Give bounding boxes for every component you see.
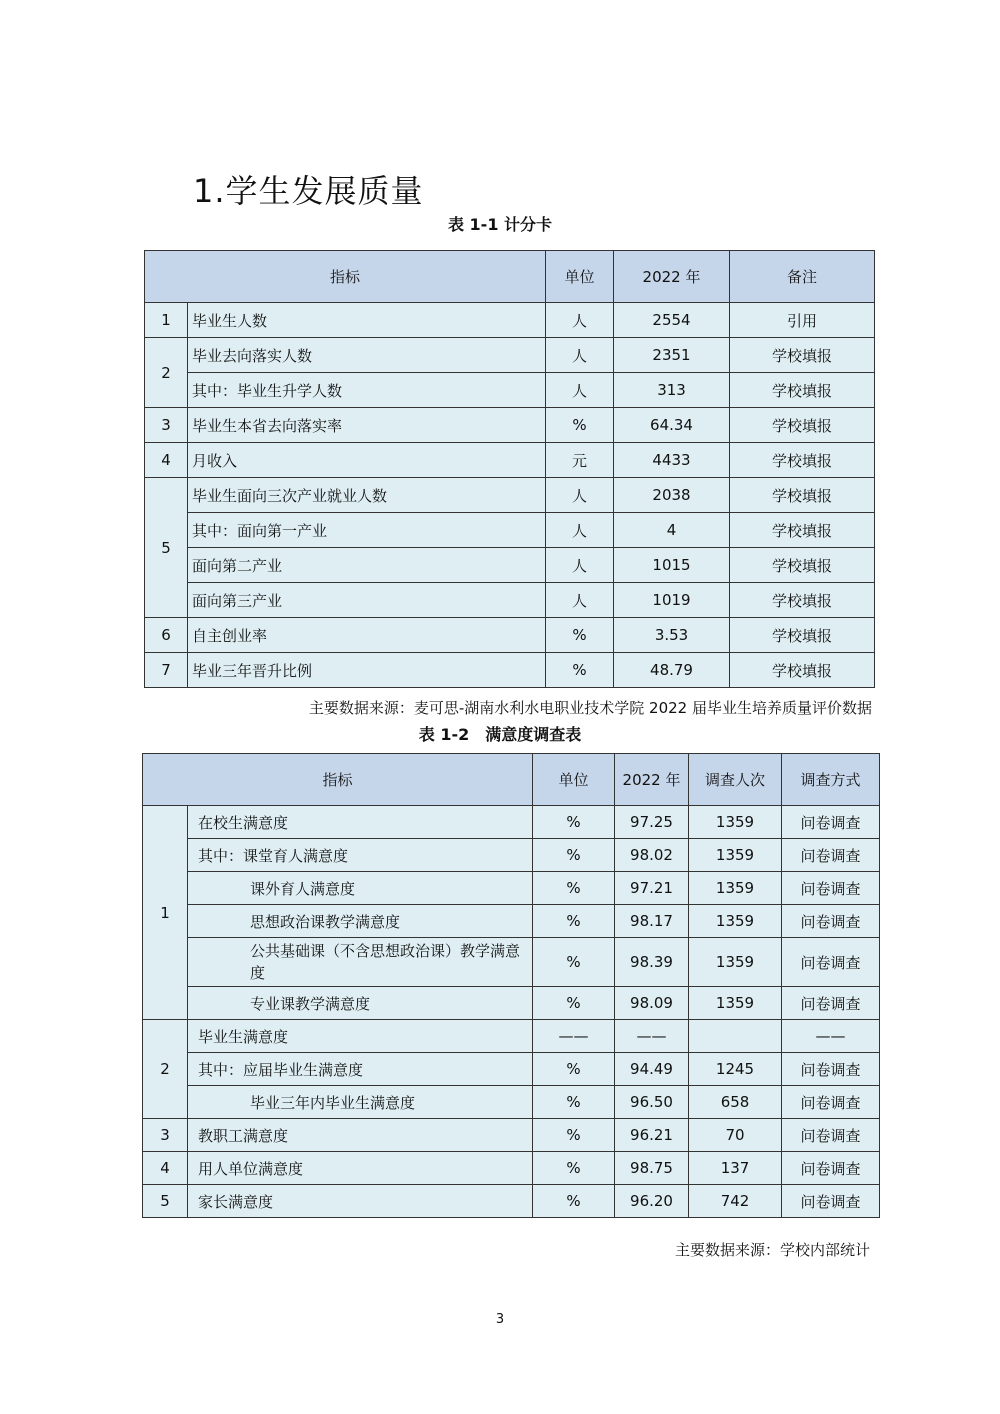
table-row [145,583,875,618]
note-cell: 学校填报 [730,653,875,688]
count-cell: 70 [689,1119,782,1152]
row-number: 4 [145,443,188,478]
header-year: 2022 年 [615,754,689,806]
note-cell: 学校填报 [730,408,875,443]
indicator-cell: 毕业生人数 [188,303,546,338]
value-cell: 4433 [614,443,730,478]
header-indicator: 指标 [145,251,546,303]
indicator-cell: 毕业三年晋升比例 [188,653,546,688]
method-cell: 问卷调查 [782,839,880,872]
table-row [145,303,875,338]
indicator-cell: 毕业三年内毕业生满意度 [188,1086,533,1119]
value-cell: 96.20 [615,1185,689,1218]
row-number: 6 [145,618,188,653]
method-cell: 问卷调查 [782,987,880,1020]
indicator-cell: 毕业去向落实人数 [188,338,546,373]
table-row [145,478,875,513]
count-cell: 1359 [689,987,782,1020]
note-cell: 学校填报 [730,583,875,618]
value-cell: 48.79 [614,653,730,688]
table-row [143,872,880,905]
unit-cell: % [546,653,614,688]
unit-cell: 人 [546,548,614,583]
unit-cell: % [533,1086,615,1119]
value-cell: 4 [614,513,730,548]
indicator-cell: 面向第三产业 [188,583,546,618]
unit-cell: 人 [546,373,614,408]
value-cell: 2554 [614,303,730,338]
indicator-cell: 在校生满意度 [188,806,533,839]
value-cell: 64.34 [614,408,730,443]
scorecard-table [144,250,875,688]
note-cell: 引用 [730,303,875,338]
method-cell: 问卷调查 [782,1053,880,1086]
value-cell: —— [615,1020,689,1053]
header-note: 备注 [730,251,875,303]
table-row [143,1119,880,1152]
table-row [143,987,880,1020]
unit-cell: % [533,938,615,987]
unit-cell: —— [533,1020,615,1053]
method-cell: 问卷调查 [782,1119,880,1152]
count-cell: 658 [689,1086,782,1119]
indicator-cell: 其中：毕业生升学人数 [188,373,546,408]
table-row [143,1020,880,1053]
indicator-cell: 其中：面向第一产业 [188,513,546,548]
table-row [145,443,875,478]
table-row [143,1185,880,1218]
unit-cell: % [533,1119,615,1152]
method-cell: —— [782,1020,880,1053]
indicator-cell: 其中：课堂育人满意度 [188,839,533,872]
row-number: 1 [145,303,188,338]
unit-cell: % [546,408,614,443]
section-title: 1.学生发展质量 [193,172,424,210]
table-row [143,839,880,872]
indicator-cell: 教职工满意度 [188,1119,533,1152]
row-number: 3 [145,408,188,443]
table-row [143,938,880,987]
method-cell: 问卷调查 [782,806,880,839]
table1-caption: 表 1-1 计分卡 [447,215,553,234]
unit-cell: % [533,806,615,839]
row-number: 5 [145,478,188,618]
count-cell: 1359 [689,806,782,839]
table2-source: 主要数据来源：学校内部统计 [674,1241,870,1259]
note-cell: 学校填报 [730,373,875,408]
row-number: 1 [143,806,188,1020]
header-indicator: 指标 [143,754,533,806]
table2-header-row [143,754,880,806]
unit-cell: % [533,987,615,1020]
count-cell: 1245 [689,1053,782,1086]
value-cell: 3.53 [614,618,730,653]
unit-cell: 人 [546,513,614,548]
value-cell: 96.50 [615,1086,689,1119]
table-row [143,1086,880,1119]
value-cell: 96.21 [615,1119,689,1152]
value-cell: 98.17 [615,905,689,938]
count-cell: 1359 [689,938,782,987]
header-unit: 单位 [546,251,614,303]
value-cell: 98.02 [615,839,689,872]
unit-cell: % [533,839,615,872]
row-number: 3 [143,1119,188,1152]
header-count: 调查人次 [689,754,782,806]
note-cell: 学校填报 [730,478,875,513]
table-row [143,905,880,938]
count-cell: 1359 [689,905,782,938]
note-cell: 学校填报 [730,443,875,478]
table-row [145,513,875,548]
indicator-cell: 家长满意度 [188,1185,533,1218]
value-cell: 2038 [614,478,730,513]
table-row [143,806,880,839]
unit-cell: % [533,1152,615,1185]
indicator-cell: 公共基础课（不含思想政治课）教学满意度 [188,938,533,987]
table-row [143,1152,880,1185]
indicator-cell: 毕业生面向三次产业就业人数 [188,478,546,513]
method-cell: 问卷调查 [782,872,880,905]
value-cell: 94.49 [615,1053,689,1086]
method-cell: 问卷调查 [782,1086,880,1119]
note-cell: 学校填报 [730,618,875,653]
table1-header-row [145,251,875,303]
value-cell: 97.25 [615,806,689,839]
table-row [145,653,875,688]
value-cell: 313 [614,373,730,408]
method-cell: 问卷调查 [782,1185,880,1218]
row-number: 2 [143,1020,188,1119]
row-number: 4 [143,1152,188,1185]
table-row [143,1053,880,1086]
row-number: 2 [145,338,188,408]
count-cell: 742 [689,1185,782,1218]
value-cell: 98.75 [615,1152,689,1185]
value-cell: 2351 [614,338,730,373]
indicator-cell: 专业课教学满意度 [188,987,533,1020]
unit-cell: 人 [546,583,614,618]
note-cell: 学校填报 [730,338,875,373]
header-unit: 单位 [533,754,615,806]
satisfaction-table [142,753,880,1218]
indicator-cell: 月收入 [188,443,546,478]
unit-cell: % [546,618,614,653]
table-row [145,338,875,373]
indicator-cell: 思想政治课教学满意度 [188,905,533,938]
table2-caption: 表 1-2 满意度调查表 [418,725,582,744]
unit-cell: 人 [546,303,614,338]
unit-cell: % [533,905,615,938]
indicator-cell: 课外育人满意度 [188,872,533,905]
table1-source: 主要数据来源：麦可思-湖南水利水电职业技术学院 2022 届毕业生培养质量评价数据 [308,699,872,717]
indicator-cell: 用人单位满意度 [188,1152,533,1185]
unit-cell: 人 [546,338,614,373]
row-number: 5 [143,1185,188,1218]
value-cell: 1019 [614,583,730,618]
value-cell: 98.09 [615,987,689,1020]
method-cell: 问卷调查 [782,905,880,938]
value-cell: 98.39 [615,938,689,987]
unit-cell: % [533,872,615,905]
count-cell: 1359 [689,872,782,905]
unit-cell: % [533,1053,615,1086]
page-number: 3 [495,1312,505,1327]
table-row [145,373,875,408]
indicator-cell: 面向第二产业 [188,548,546,583]
value-cell: 97.21 [615,872,689,905]
indicator-cell: 自主创业率 [188,618,546,653]
header-method: 调查方式 [782,754,880,806]
unit-cell: 人 [546,478,614,513]
note-cell: 学校填报 [730,548,875,583]
count-cell: 137 [689,1152,782,1185]
indicator-cell: 其中：应届毕业生满意度 [188,1053,533,1086]
method-cell: 问卷调查 [782,938,880,987]
indicator-cell: 毕业生本省去向落实率 [188,408,546,443]
table-row [145,618,875,653]
count-cell [689,1020,782,1053]
header-year: 2022 年 [614,251,730,303]
unit-cell: 元 [546,443,614,478]
indicator-cell: 毕业生满意度 [188,1020,533,1053]
note-cell: 学校填报 [730,513,875,548]
value-cell: 1015 [614,548,730,583]
row-number: 7 [145,653,188,688]
table-row [145,548,875,583]
count-cell: 1359 [689,839,782,872]
table-row [145,408,875,443]
unit-cell: % [533,1185,615,1218]
method-cell: 问卷调查 [782,1152,880,1185]
